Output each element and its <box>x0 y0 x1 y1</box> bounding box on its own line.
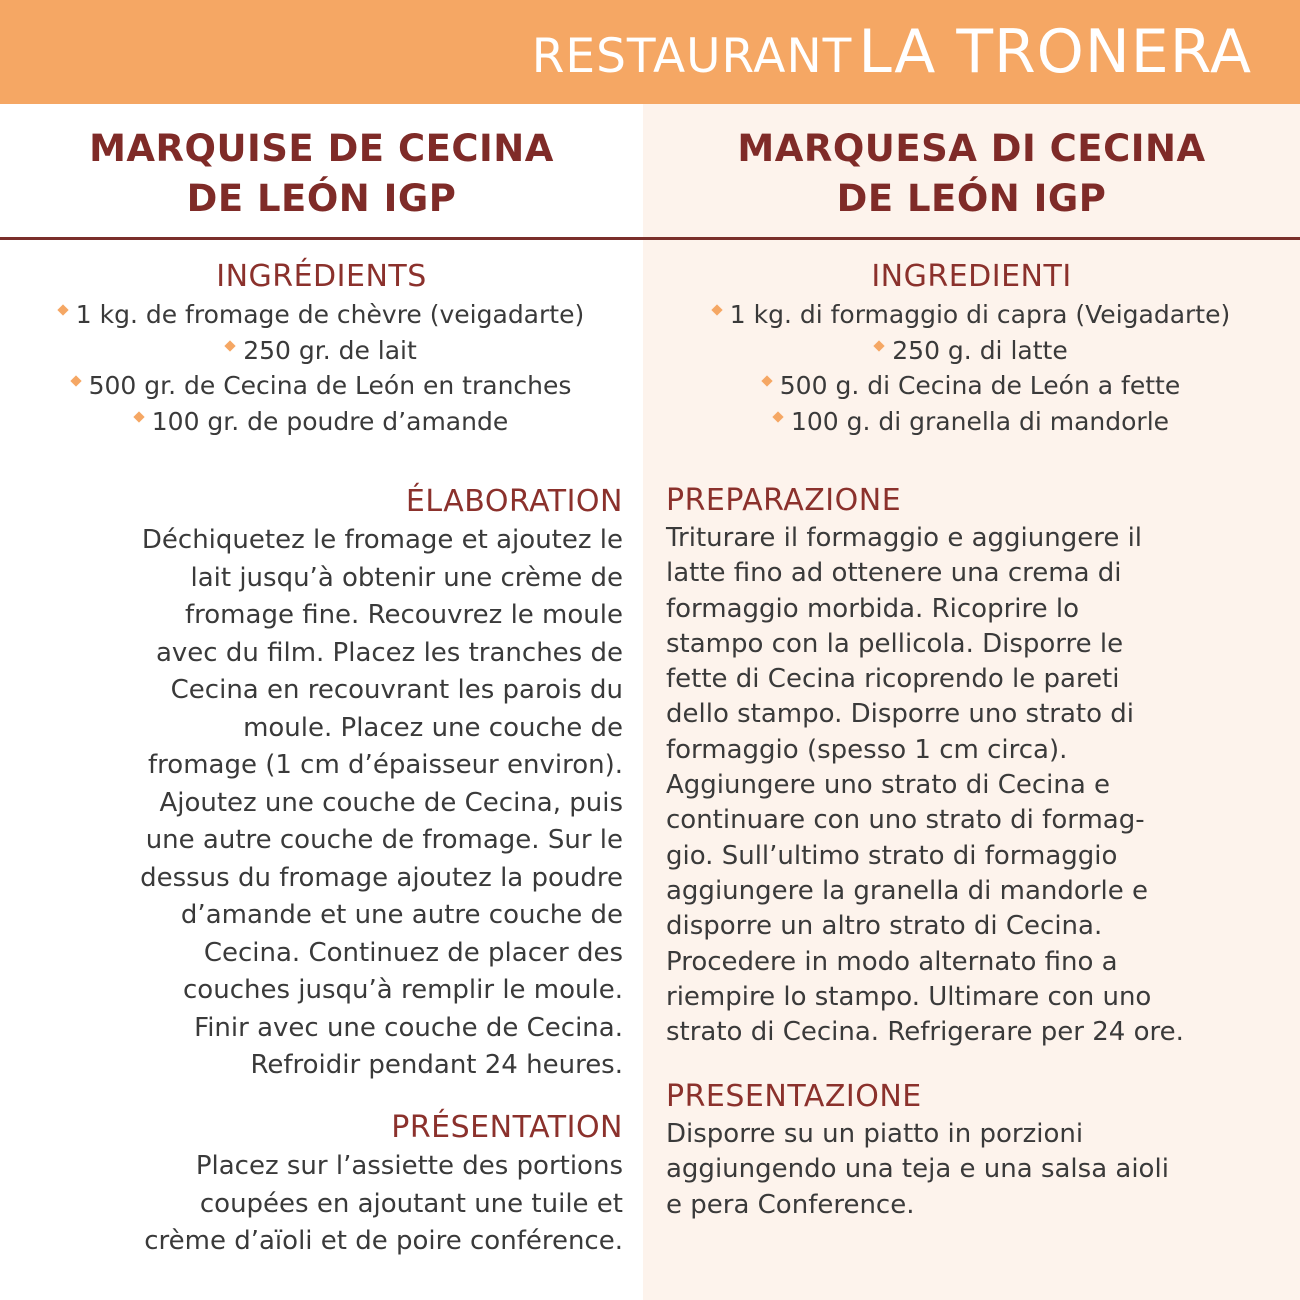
text-line: couches jusqu’à remplir le moule. <box>183 975 623 1005</box>
italian-dish-title-line: DE LEÓN IGP <box>836 177 1107 220</box>
text-line: fette di Cecina ricoprendo le pareti <box>666 664 1120 695</box>
text-line: riempire lo stampo. Ultimare con uno <box>666 981 1152 1012</box>
ingredient-text: 500 gr. de Cecina de León en tranches <box>88 371 572 400</box>
ingredient-text: 100 g. di granella di mandorle <box>790 406 1170 436</box>
text-line: gio. Sull’ultimo strato di formaggio <box>666 840 1118 871</box>
text-line: dello stampo. Disporre uno strato di <box>666 699 1134 730</box>
list-item <box>643 404 1300 440</box>
italian-preparation <box>666 481 1184 1050</box>
diamond-bullet-icon <box>772 411 783 422</box>
list-item <box>0 333 643 369</box>
diamond-bullet-icon <box>70 375 81 386</box>
text-line: latte fino ad ottenere una crema di <box>666 558 1122 589</box>
text-line: Ajoutez une couche de Cecina, puis <box>159 787 623 818</box>
italian-dish-title <box>643 124 1300 224</box>
french-elaboration-heading: ÉLABORATION <box>405 484 623 519</box>
ingredient-text: 1 kg. di formaggio di capra (Veigadarte) <box>729 300 1231 329</box>
diamond-bullet-icon <box>225 340 236 351</box>
text-line: coupées en ajoutant une tuile et <box>199 1188 623 1219</box>
text-line: strato di Cecina. Refrigerare per 24 ore. <box>666 1017 1184 1048</box>
ingredient-text: 500 g. di Cecina de León a fette <box>779 371 1181 400</box>
italian-dish-title-line: MARQUESA DI CECINA <box>737 127 1206 170</box>
text-line: fromage (1 cm d’épaisseur environ). <box>148 750 623 780</box>
french-presentation-text <box>144 1148 623 1261</box>
title-divider <box>0 237 1300 240</box>
text-line: aggiungere la granella di mandorle e <box>666 875 1148 906</box>
ingredient-text: 250 g. di latte <box>892 335 1068 365</box>
french-ingredients <box>0 257 643 439</box>
text-line: Cecina en recouvrant les parois du <box>170 675 623 705</box>
text-line: e pera Conference. <box>666 1189 915 1220</box>
french-presentation-heading: PRÉSENTATION <box>391 1110 623 1145</box>
text-line: dessus du fromage ajoutez la poudre <box>140 862 623 893</box>
list-item <box>0 368 643 404</box>
text-line: Disporre su un piatto in porzioni <box>666 1119 1084 1149</box>
restaurant-label: RESTAURANT <box>531 29 853 84</box>
text-line: Refroidir pendant 24 heures. <box>250 1050 623 1080</box>
text-line: avec du film. Placez les tranches de <box>155 637 623 668</box>
italian-presentation-text <box>666 1117 1169 1223</box>
text-line: formaggio (spesso 1 cm circa). <box>666 734 1068 765</box>
text-line: Placez sur l’assiette des portions <box>195 1151 623 1181</box>
italian-preparation-heading: PREPARAZIONE <box>666 483 902 518</box>
french-dish-title-line: MARQUISE DE CECINA <box>89 127 554 170</box>
text-line: Déchiquetez le fromage et ajoutez le <box>141 525 623 555</box>
text-line: stampo con la pellicola. Disporre le <box>666 628 1124 659</box>
text-line: d’amande et une autre couche de <box>180 900 623 930</box>
text-line: Finir avec une couche de Cecina. <box>194 1012 623 1043</box>
text-line: fromage fine. Recouvrez le moule <box>185 600 623 630</box>
text-line: Cecina. Continuez de placer des <box>203 937 623 968</box>
diamond-bullet-icon <box>874 340 885 351</box>
italian-presentation-heading: PRESENTAZIONE <box>666 1079 922 1114</box>
text-line: continuare con uno strato di formag- <box>666 805 1145 836</box>
italian-preparation-text <box>666 521 1184 1050</box>
french-dish-title-line: DE LEÓN IGP <box>186 177 457 220</box>
italian-presentation <box>666 1077 1169 1223</box>
text-line: Procedere in modo alternato fino a <box>666 946 1118 977</box>
restaurant-name: LA TRONERA <box>858 17 1252 87</box>
diamond-bullet-icon <box>133 411 144 422</box>
list-item <box>643 368 1300 404</box>
diamond-bullet-icon <box>711 304 722 315</box>
french-ingredient-list <box>0 297 643 439</box>
text-line: Aggiungere uno strato di Cecina e <box>666 770 1111 801</box>
list-item <box>643 333 1300 369</box>
text-line: formaggio morbida. Ricoprire lo <box>666 593 1079 624</box>
text-line: aggiungendo una teja e una salsa aioli <box>666 1154 1169 1185</box>
french-presentation <box>144 1108 623 1261</box>
ingredient-text: 100 gr. de poudre d’amande <box>151 406 509 436</box>
list-item <box>0 297 643 333</box>
restaurant-title <box>531 17 1252 87</box>
french-ingredients-heading: INGRÉDIENTS <box>216 259 427 294</box>
italian-ingredients-heading: INGREDIENTI <box>871 259 1072 294</box>
text-line: crème d’aïoli et de poire conférence. <box>144 1226 623 1256</box>
text-line: une autre couche de fromage. Sur le <box>145 825 623 855</box>
ingredient-text: 250 gr. de lait <box>243 335 417 365</box>
italian-ingredients <box>643 257 1300 439</box>
french-dish-title <box>0 124 643 224</box>
french-elaboration <box>140 482 623 1085</box>
text-line: disporre un altro strato di Cecina. <box>666 911 1103 942</box>
diamond-bullet-icon <box>761 375 772 386</box>
ingredient-text: 1 kg. de fromage de chèvre (veigadarte) <box>75 300 585 329</box>
header-bar <box>0 0 1300 104</box>
diamond-bullet-icon <box>57 304 68 315</box>
text-line: lait jusqu’à obtenir une crème de <box>190 562 623 593</box>
list-item <box>0 404 643 440</box>
text-line: Triturare il formaggio e aggiungere il <box>666 523 1143 553</box>
french-elaboration-text <box>140 522 623 1085</box>
italian-ingredient-list <box>643 297 1300 439</box>
list-item <box>643 297 1300 333</box>
text-line: moule. Placez une couche de <box>243 712 623 743</box>
